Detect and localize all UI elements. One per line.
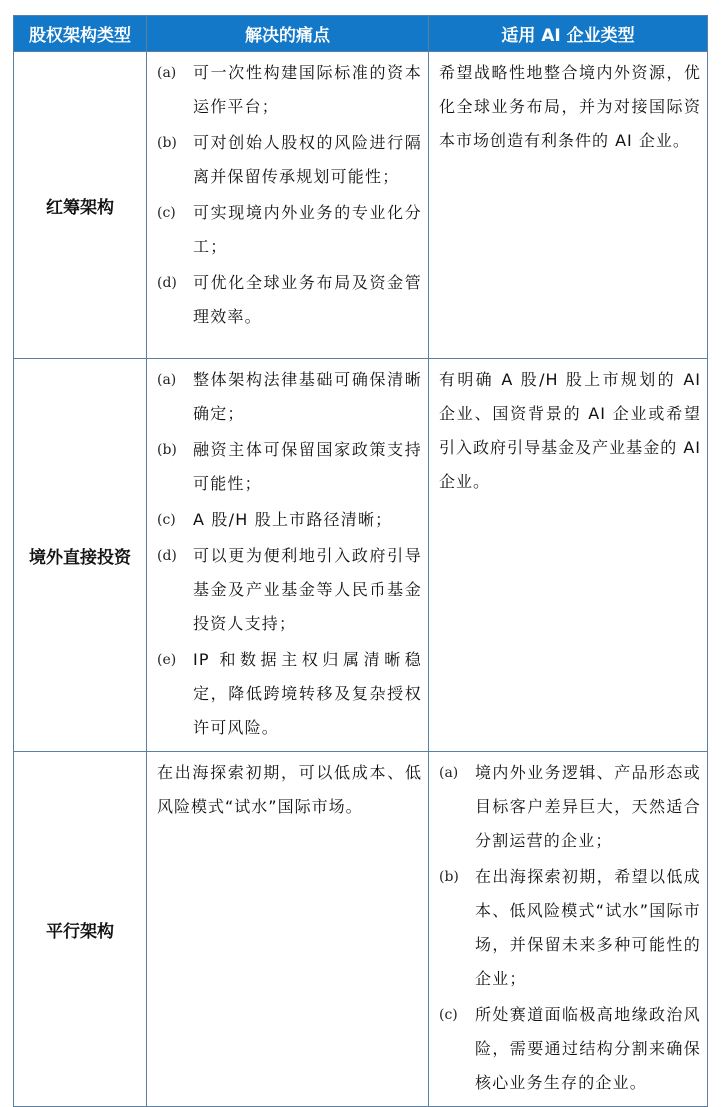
suitable-text: 有明确 A 股/H 股上市规划的 AI 企业、国资背景的 AI 企业或希望引入政府引导基金及产业基金的 AI 企业。 [439,370,701,491]
item-label: (c) [439,1007,458,1023]
item-label: (a) [157,372,177,388]
structure-type-cell: 平行架构 [14,752,147,1107]
pain-points-cell [147,52,429,359]
list-item [157,196,422,264]
item-label: (d) [157,275,177,291]
table-row [14,52,708,359]
item-text: 所处赛道面临极高地缘政治风险，需要通过结构分割来确保核心业务生存的企业。 [475,1005,701,1092]
item-label: (b) [157,135,177,151]
item-label: (b) [439,869,459,885]
suitable-companies-cell [429,52,708,359]
list-item [157,363,422,431]
list-item [157,266,422,334]
structure-type-cell: 红筹架构 [14,52,147,359]
list-item [439,998,701,1100]
header-pain-points: 解决的痛点 [147,16,429,52]
header-row [14,16,708,52]
suitable-companies-cell [429,359,708,752]
item-label: (b) [157,442,177,458]
item-text: 可优化全球业务布局及资金管理效率。 [193,273,422,326]
list-item [157,503,422,537]
item-text: 可对创始人股权的风险进行隔离并保留传承规划可能性； [193,133,422,186]
list-item [157,126,422,194]
suitable-companies-cell [429,752,708,1107]
pain-points-cell [147,359,429,752]
list-item [157,643,422,745]
item-text: A 股/H 股上市路径清晰； [193,510,393,529]
table-row [14,752,708,1107]
item-label: (c) [157,512,176,528]
item-text: 可以更为便利地引入政府引导基金及产业基金等人民币基金投资人支持； [193,546,422,633]
item-text: 境内外业务逻辑、产品形态或目标客户差异巨大，天然适合分割运营的企业； [475,763,701,850]
suitable-text: 希望战略性地整合境内外资源，优化全球业务布局，并为对接国际资本市场创造有利条件的 AI 企业。 [439,63,701,150]
item-label: (a) [439,765,459,781]
item-label: (d) [157,548,177,564]
item-text: 融资主体可保留国家政策支持可能性； [193,440,422,493]
item-text: IP 和数据主权归属清晰稳定，降低跨境转移及复杂授权许可风险。 [193,650,422,737]
pain-points-cell [147,752,429,1107]
item-text: 可一次性构建国际标准的资本运作平台； [193,63,422,116]
header-structure-type: 股权架构类型 [14,16,147,52]
item-label: (e) [157,652,177,668]
table-row [14,359,708,752]
item-text: 可实现境内外业务的专业化分工； [193,203,422,256]
pain-text: 在出海探索初期，可以低成本、低风险模式“试水”国际市场。 [157,763,422,816]
item-label: (a) [157,65,177,81]
list-item [439,860,701,996]
list-item [157,56,422,124]
item-label: (c) [157,205,176,221]
item-text: 整体架构法律基础可确保清晰确定； [193,370,422,423]
list-item [157,539,422,641]
list-item [157,433,422,501]
structure-type-cell: 境外直接投资 [14,359,147,752]
architecture-table [13,15,708,1107]
item-text: 在出海探索初期，希望以低成本、低风险模式“试水”国际市场，并保留未来多种可能性的企业； [475,867,701,988]
list-item [439,756,701,858]
header-suitable-companies: 适用 AI 企业类型 [429,16,708,52]
